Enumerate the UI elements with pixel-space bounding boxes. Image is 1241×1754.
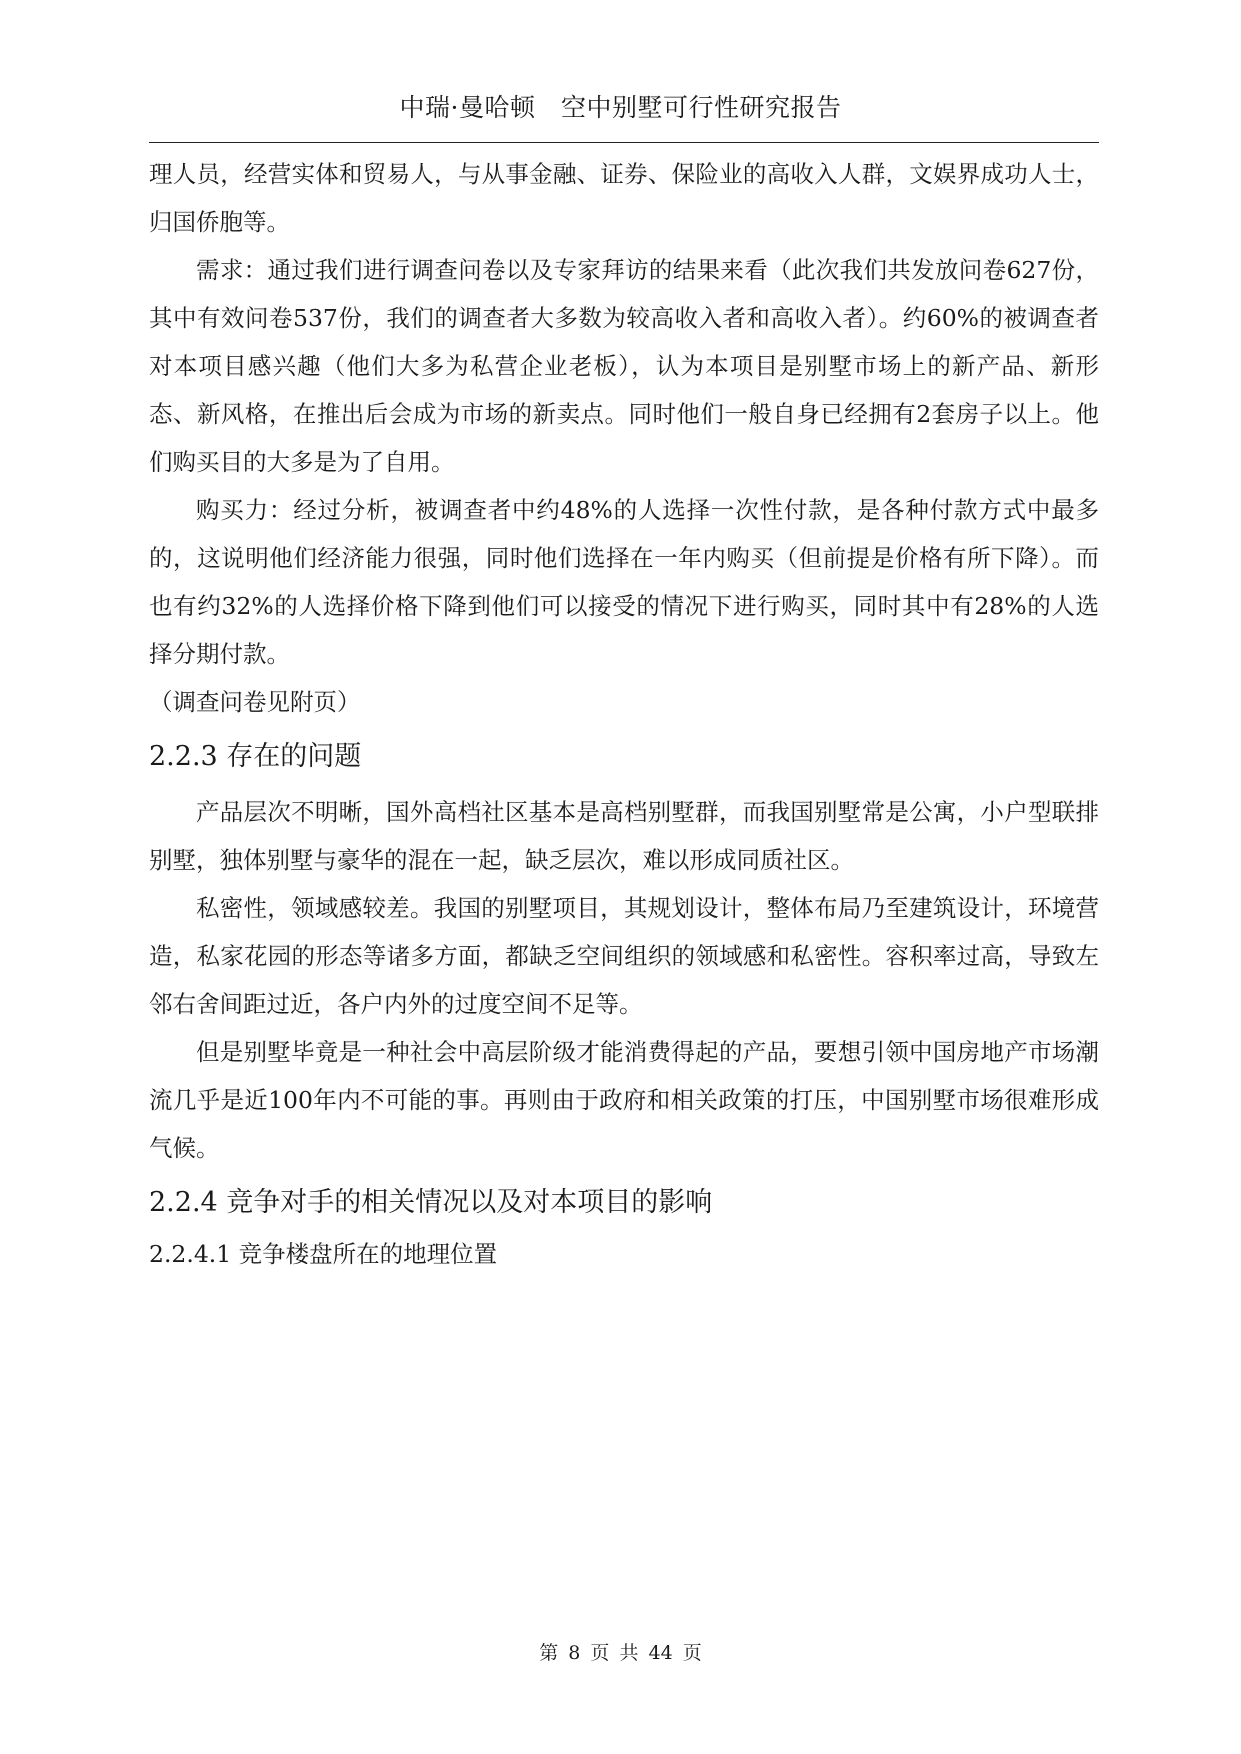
subsection-heading-location: 2.2.4.1 竞争楼盘所在的地理位置: [149, 1240, 498, 1268]
paragraph-issue-product-level: 产品层次不明晰，国外高档社区基本是高档别墅群，而我国别墅常是公寓，小户型联排别墅，独体别墅与豪华的混在一起，缺乏层次，难以形成同质社区。: [149, 798, 1099, 874]
section-heading-competitors: 2.2.4 竞争对手的相关情况以及对本项目的影响: [149, 1187, 713, 1218]
header-title: 中瑞·曼哈顿 空中别墅可行性研究报告: [399, 93, 842, 122]
paragraph-demand: 需求：通过我们进行调查问卷以及专家拜访的结果来看（此次我们共发放问卷627份，其中有效问卷537份，我们的调查者大多数为较高收入者和高收入者）。约60%的被调查者对本项目感兴趣（他们大多为私营企业老板），认为本项目是别墅市场上的新产品、新形态、新风格，在推出后会成为市场的新卖点。同时他们一般自身已经拥有2套房子以上。他们购买目的大多是为了自用。: [149, 256, 1099, 476]
paragraph-issue-market: 但是别墅毕竟是一种社会中高层阶级才能消费得起的产品，要想引领中国房地产市场潮流几乎是近100年内不可能的事。再则由于政府和相关政策的打压，中国别墅市场很难形成气候。: [149, 1038, 1099, 1162]
paragraph-issue-privacy: 私密性，领域感较差。我国的别墅项目，其规划设计，整体布局乃至建筑设计，环境营造，私家花园的形态等诸多方面，都缺乏空间组织的领域感和私密性。容积率过高，导致左邻右舍间距过近，各户内外的过度空间不足等。: [149, 894, 1099, 1018]
survey-note: （调查问卷见附页）: [149, 688, 361, 716]
header-divider: [149, 142, 1099, 143]
paragraph-purchasing-power: 购买力：经过分析，被调查者中约48%的人选择一次性付款，是各种付款方式中最多的，这说明他们经济能力很强，同时他们选择在一年内购买（但前提是价格有所下降）。而也有约32%的人选择价格下降到他们可以接受的情况下进行购买，同时其中有28%的人选择分期付款。: [149, 496, 1099, 668]
paragraph-intro-continuation: 理人员，经营实体和贸易人，与从事金融、证券、保险业的高收入人群，文娱界成功人士，归国侨胞等。: [149, 160, 1099, 236]
section-heading-issues: 2.2.3 存在的问题: [149, 741, 362, 772]
document-body: [149, 150, 1099, 1274]
page-number-footer: 第 8 页 共 44 页: [539, 1642, 702, 1664]
